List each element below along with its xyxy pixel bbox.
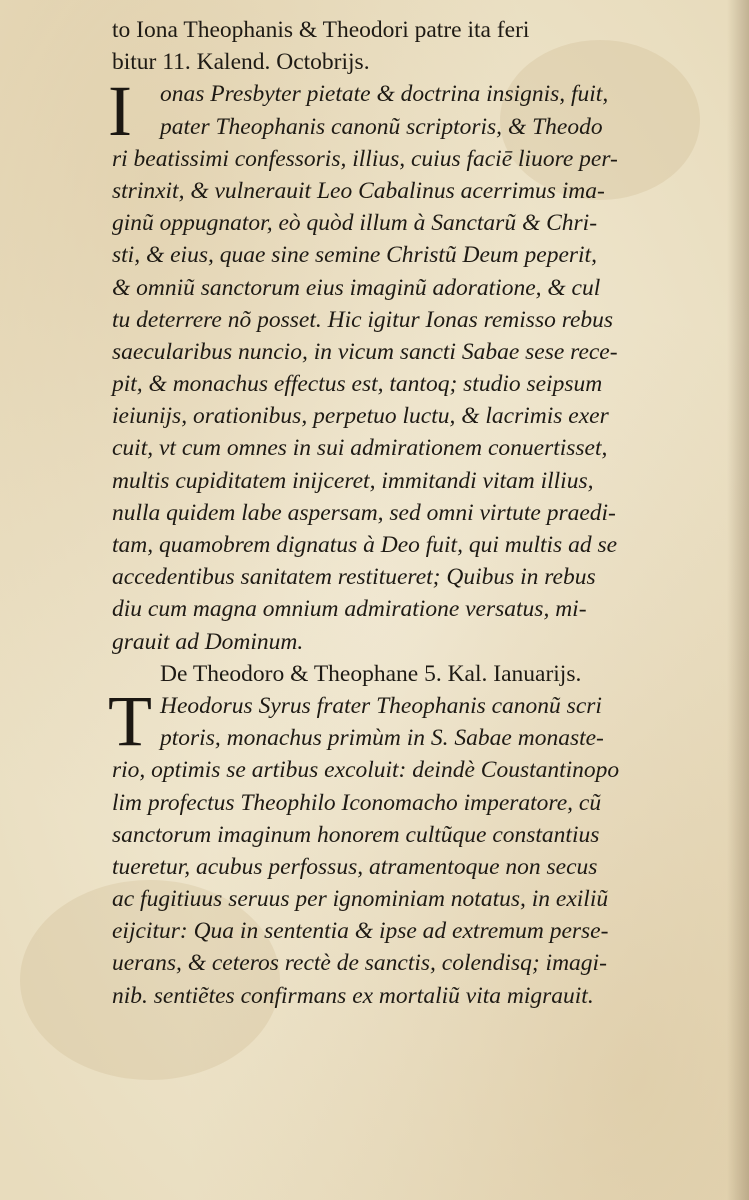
section-heading: De Theodoro & Theophane 5. Kal. Ianuarijs.: [160, 660, 582, 687]
header-line-1: to Iona Theophanis & Theodori patre ita feri: [112, 17, 530, 43]
text-line: cuit, vt cum omnes in sui admirationem conuertisset,: [112, 435, 608, 462]
text-line: onas Presbyter pietate & doctrina insignis, fuit,: [160, 81, 609, 108]
text-line: ieiunijs, orationibus, perpetuo luctu, & lacrimis exer: [112, 403, 609, 430]
text-line: accedentibus sanitatem restitueret; Quibus in rebus: [112, 564, 596, 591]
text-line: eijcitur: Qua in sententia & ipse ad extremum perse-: [112, 918, 609, 945]
text-line: ptoris, monachus primùm in S. Sabae monaste-: [160, 725, 604, 752]
text-line: ginũ oppugnator, eò quòd illum à Sanctarũ & Chri-: [112, 210, 598, 237]
text-line: tu deterrere nõ posset. Hic igitur Ionas remisso rebus: [112, 306, 614, 333]
text-line: nulla quidem labe aspersam, sed omni virtute praedi-: [112, 499, 616, 526]
text-line: Heodorus Syrus frater Theophanis canonũ scri: [160, 692, 602, 719]
text-line: saecularibus nuncio, in vicum sancti Sabae sese rece-: [112, 338, 618, 365]
text-line: ac fugitiuus seruus per ignominiam notatus, in exiliũ: [112, 886, 609, 913]
text-line: uerans, & ceteros rectè de sanctis, colendisq; imagi-: [112, 950, 607, 977]
text-line: & omniũ sanctorum eius imaginũ adoratione, & cul: [112, 274, 601, 301]
text-block: [108, 14, 712, 1012]
text-line: ri beatissimi confessoris, illius, cuius faciē liuore per-: [112, 145, 618, 172]
text-line: multis cupiditatem inijceret, immitandi vitam illius,: [112, 467, 594, 494]
text-line: sti, & eius, quae sine semine Christũ Deum peperit,: [112, 242, 597, 269]
text-line: rio, optimis se artibus excoluit: deindè Coustantinopo: [112, 757, 620, 784]
paragraph-theodorus: [108, 680, 712, 1012]
paragraph-ionas: [108, 71, 712, 657]
text-line: diu cum magna omnium admiratione versatus, mi-: [112, 596, 587, 623]
text-line: tam, quamobrem dignatus à Deo fuit, qui multis ad se: [112, 532, 618, 558]
text-line: pater Theophanis canonũ scriptoris, & Theodo: [160, 113, 603, 140]
text-line: sanctorum imaginum honorem cultũque constantius: [112, 821, 600, 848]
text-line: lim profectus Theophilo Iconomacho imperatore, cũ: [112, 789, 602, 816]
drop-cap: I: [108, 71, 132, 152]
text-line: strinxit, & vulnerauit Leo Cabalinus acerrimus ima-: [112, 177, 605, 204]
text-line: tueretur, acubus perfossus, atramentoque non secus: [112, 853, 598, 880]
text-line: grauit ad Dominum.: [112, 628, 304, 655]
page-edge-shadow: [727, 0, 749, 1200]
drop-cap: T: [108, 680, 152, 761]
header-line-2: bitur 11. Kalend. Octobrijs.: [112, 49, 370, 76]
text-line: pit, & monachus effectus est, tantoq; studio seipsum: [112, 371, 603, 398]
text-line: nib. sentiẽtes confirmans ex mortaliũ vita migrauit.: [112, 982, 594, 1009]
